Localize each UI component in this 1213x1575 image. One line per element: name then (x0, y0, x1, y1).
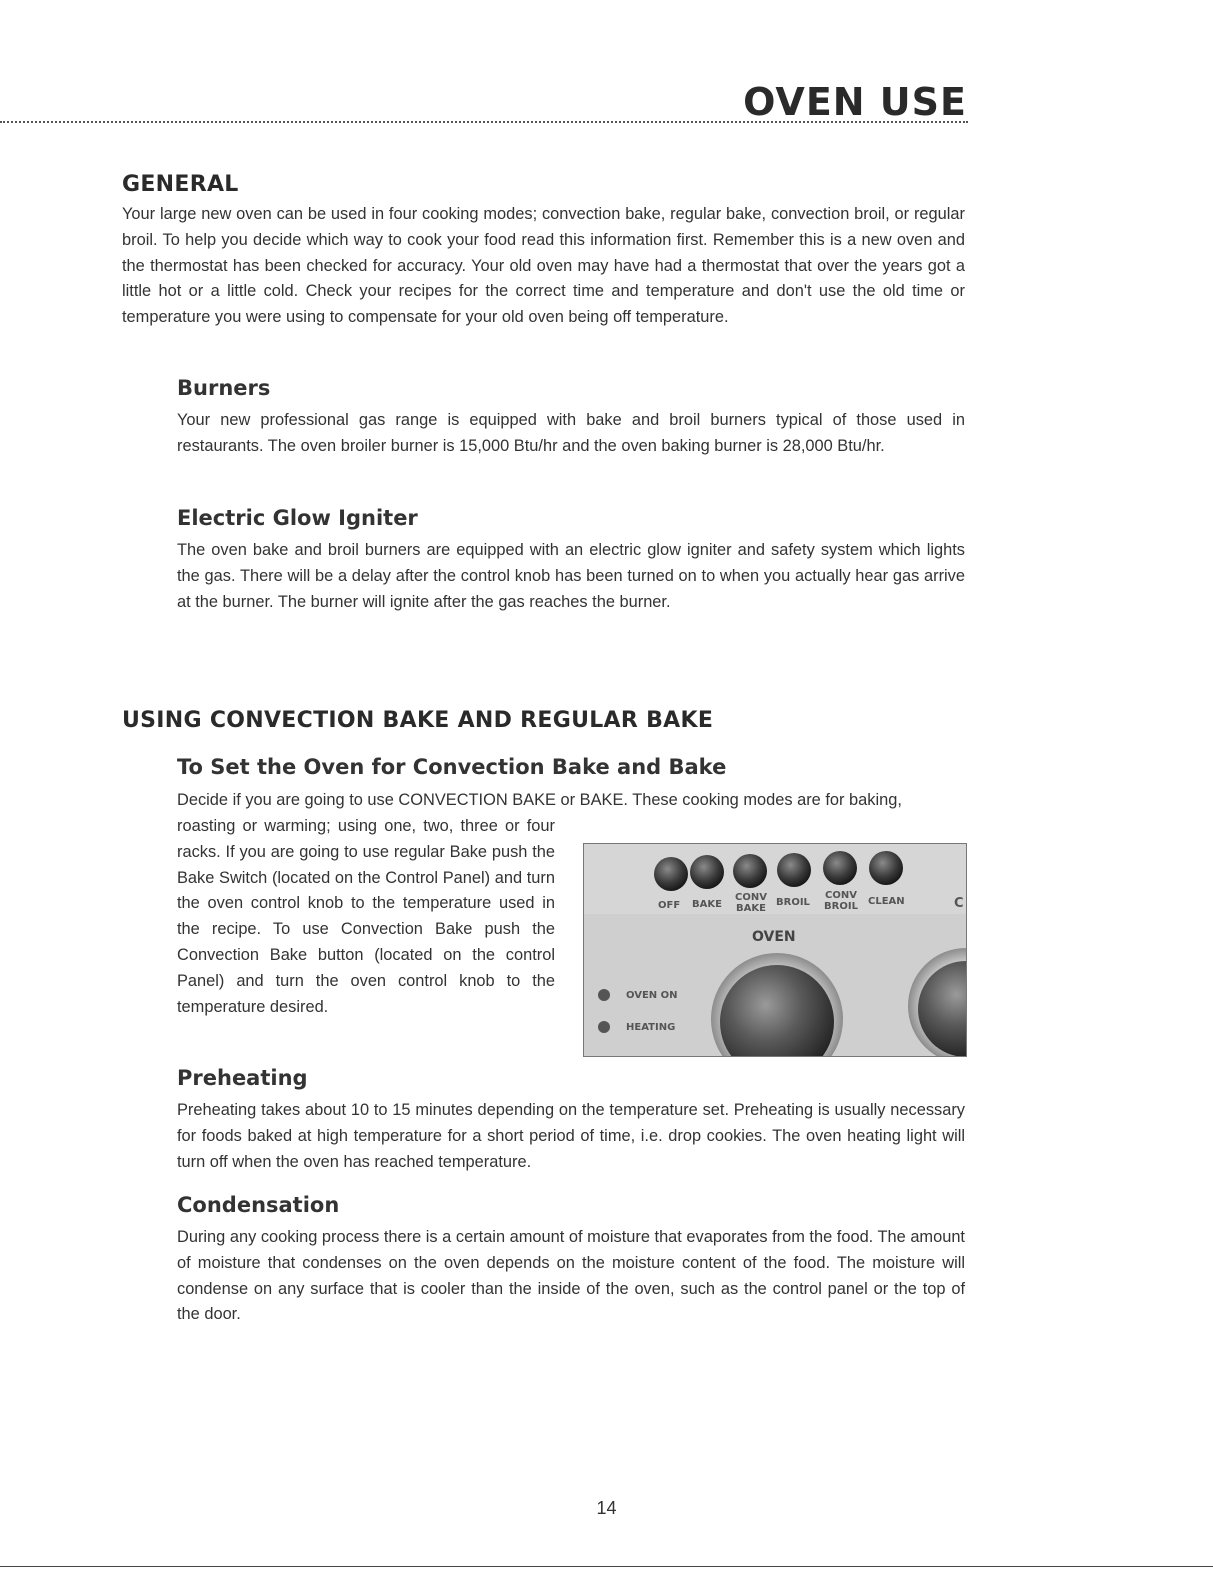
general-paragraph: Your large new oven can be used in four cooking modes; convection bake, regular bake, convection broil, or regular broil. To help you decide which way to cook your food read this information first. Remember this is a new oven and the thermostat has been checked for accuracy. Your old oven may have had a thermostat that over the years got a little hot or a little cold. Check your recipes for the correct time and temperature and don't use the old time or temperature you were using to compensate for your old oven being off temperature. (122, 205, 965, 327)
bake-button-icon (690, 855, 724, 889)
label-bake: BAKE (692, 899, 722, 910)
label-broil: BROIL (776, 897, 810, 908)
label-edge-c: C (954, 896, 964, 911)
conv-bake-button-icon (733, 854, 767, 888)
preheating-paragraph: Preheating takes about 10 to 15 minutes depending on the temperature set. Preheating is usually necessary for foods baked at high temperature for a short period of time, i.e. drop cookies. The oven heating light will turn off when the oven has reached temperature. (177, 1101, 965, 1171)
label-conv-broil: CONV BROIL (824, 890, 858, 912)
off-button-icon (654, 857, 688, 891)
label-oven: OVEN (752, 929, 796, 945)
label-heating: HEATING (626, 1022, 676, 1033)
conv-broil-button-icon (823, 851, 857, 885)
subheading-burners: Burners (177, 376, 271, 400)
label-off: OFF (658, 900, 681, 911)
oven-on-light-icon (598, 989, 610, 1001)
set-oven-paragraph: roasting or warming; using one, two, three or four racks. If you are going to use regular Bake push the Bake Switch (located on the Control Panel) and turn the oven control knob to the temperature used in the recipe. To use Convection Bake push the Convection Bake button (located on the control Panel) and turn the oven control knob to the temperature desired. (177, 817, 555, 1016)
section-heading-convection: USING CONVECTION BAKE AND REGULAR BAKE (122, 708, 714, 733)
label-oven-on: OVEN ON (626, 990, 678, 1001)
set-oven-intro: Decide if you are going to use CONVECTION BAKE or BAKE. These cooking modes are for baking, (177, 791, 902, 809)
heating-light-icon (598, 1021, 610, 1033)
igniter-paragraph: The oven bake and broil burners are equipped with an electric glow igniter and safety system which lights the gas. There will be a delay after the control knob has been turned on to when you actually hear gas arrive at the burner. The burner will ignite after the gas reaches the burner. (177, 541, 965, 611)
subheading-igniter: Electric Glow Igniter (177, 506, 418, 530)
label-conv-bake: CONV BAKE (735, 892, 767, 914)
label-clean: CLEAN (868, 896, 905, 907)
title-divider (0, 121, 968, 123)
subheading-preheating: Preheating (177, 1066, 308, 1090)
condensation-paragraph: During any cooking process there is a certain amount of moisture that evaporates from the food. The amount of moisture that condenses on the oven depends on the moisture content of the food. The moisture will condense on any surface that is cooler than the inside of the oven, such as the control panel or the top of the door. (177, 1228, 965, 1324)
burners-paragraph: Your new professional gas range is equipped with bake and broil burners typical of those used in restaurants. The oven broiler burner is 15,000 Btu/hr and the oven baking burner is 28,000 Btu/hr. (177, 411, 965, 455)
page-number: 14 (596, 1498, 617, 1518)
clean-button-icon (869, 851, 903, 885)
page-title: OVEN USE (743, 80, 967, 124)
section-heading-general: GENERAL (122, 172, 239, 197)
subheading-condensation: Condensation (177, 1193, 340, 1217)
oven-control-panel-photo (583, 843, 967, 1057)
broil-button-icon (777, 853, 811, 887)
subheading-set-oven: To Set the Oven for Convection Bake and Bake (177, 755, 727, 779)
bottom-divider (0, 1566, 1213, 1567)
